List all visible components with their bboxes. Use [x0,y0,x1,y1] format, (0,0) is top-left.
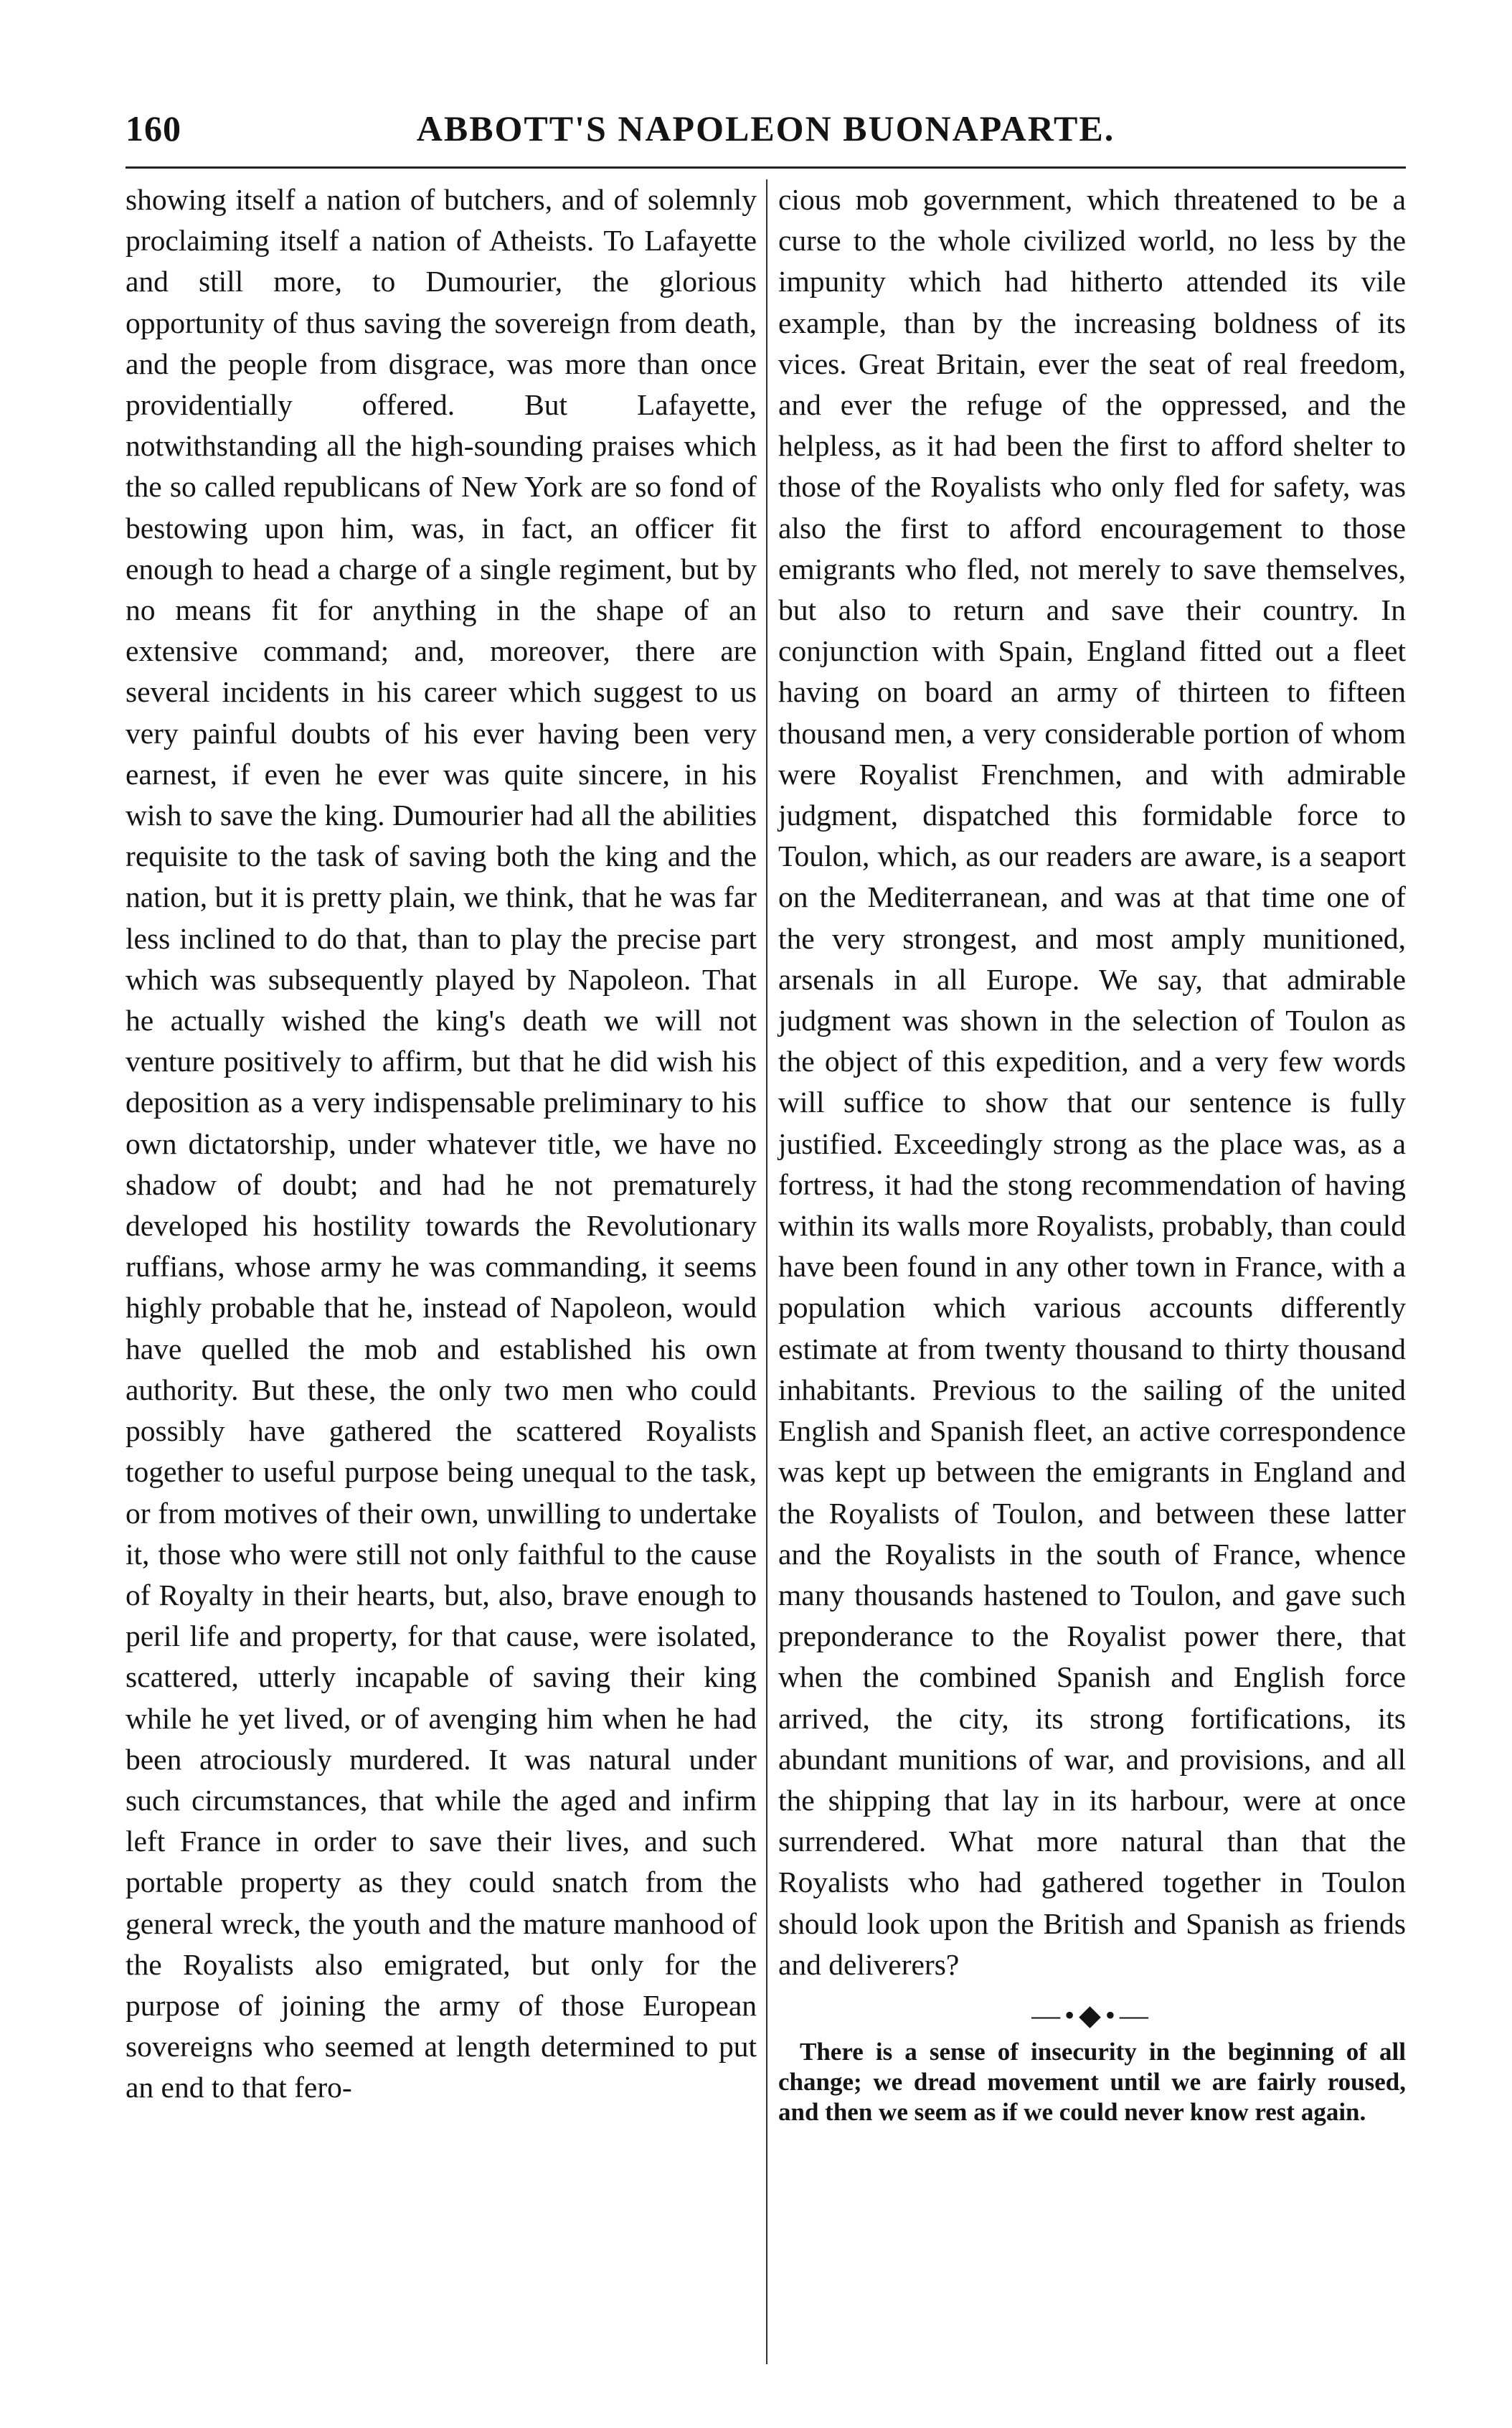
running-title: ABBOTT'S NAPOLEON BUONAPARTE. [416,108,1115,149]
left-column [126,179,757,2109]
left-column-text: showing itself a nation of butchers, and of solemnly proclaiming itself a nation of Atheists. To Lafayette and still more, to Dumourier, the glorious opportunity of thus saving the sovereign from death, and the people from disgrace, was more than once providentially offered. But Lafayette, notwithstanding all the high-sounding praises which the so called republicans of New York are so fond of bestowing upon him, was, in fact, an officer fit enough to head a charge of a single regiment, but by no means fit for anything in the shape of an extensive command; and, moreover, there are several incidents in his career which suggest to us very painful doubts of his ever having been very earnest, if even he ever was quite sincere, in his wish to save the king. Dumourier had all the abilities requisite to the task of saving both the king and the nation, but it is pretty plain, we think, that he was far less inclined to do that, than to play the precise part which was subsequently played by Napoleon. That he actually wished the king's death we will not venture positively to affirm, but that he did wish his deposition as a very indispensable preliminary to his own dictatorship, under whatever title, we have no shadow of doubt; and had he not prematurely developed his hostility towards the Revolutionary ruffians, whose army he was commanding, it seems highly probable that he, instead of Napoleon, would have quelled the mob and established his own authority. But these, the only two men who could possibly have gathered the scattered Royalists together to useful purpose being unequal to the task, or from motives of their own, unwilling to undertake it, those who were still not only faithful to the cause of Royalty in their hearts, but, also, brave enough to peril life and property, for that cause, were isolated, scattered, utterly incapable of saving their king while he yet lived, or of avenging him when he had been atrociously murdered. It was natural under such circumstances, that while the aged and infirm left France in order to save their lives, and such portable property as they could snatch from the general wreck, the youth and the mature manhood of the Royalists also emigrated, but only for the purpose of joining the army of those European sovereigns who seemed at length determined to put an end to that fero- [126,183,757,2104]
page-number: 160 [126,108,181,149]
right-column-text: cious mob government, which threatened to be a curse to the whole civilized world, no less by the impunity which had hitherto attended its vile example, than by the increasing boldness of its vices. Great Britain, ever the seat of real freedom, and ever the refuge of the oppressed, and the helpless, as it had been the first to afford shelter to those of the Royalists who only fled for safety, was also the first to afford encouragement to those emigrants who fled, not merely to save themselves, but also to return and save their country. In conjunction with Spain, England fitted out a fleet having on board an army of thirteen to fifteen thousand men, a very considerable portion of whom were Royalist Frenchmen, and with admirable judgment, dispatched this formidable force to Toulon, which, as our readers are aware, is a seaport on the Mediterranean, and was at that time one of the very strongest, and most amply munitioned, arsenals in all Europe. We say, that admirable judgment was shown in the selection of Toulon as the object of this expedition, and a very few words will suffice to show that our sentence is fully justified. Exceedingly strong as the place was, as a fortress, it had the stong recommendation of having within its walls more Royalists, probably, than could have been found in any other town in France, with a population which various accounts differently estimate at from twenty thousand to thirty thousand inhabitants. Previous to the sailing of the united English and Spanish fleet, an active correspondence was kept up between the emigrants in England and the Royalists of Toulon, and between these latter and the Royalists in the south of France, whence many thousands hastened to Toulon, and gave such preponderance to the Royalist power there, that when the combined Spanish and English force arrived, the city, its strong fortifications, its abundant munitions of war, and provisions, and all the shipping that lay in its harbour, were at once surrendered. What more natural than that the Royalists who had gathered together in Toulon should look upon the British and Spanish as friends and deliverers? [778,183,1406,1981]
page-header [126,108,1406,158]
right-column [778,179,1406,2127]
section-ornament: —•◆•— [1031,1998,1153,2031]
column-divider [766,179,767,2364]
maxim-text: There is a sense of insecurity in the beginning of all change; we dread movement until we are fairly roused, and then we seem as if we could never know rest again. [778,2037,1406,2126]
header-rule [126,166,1406,169]
